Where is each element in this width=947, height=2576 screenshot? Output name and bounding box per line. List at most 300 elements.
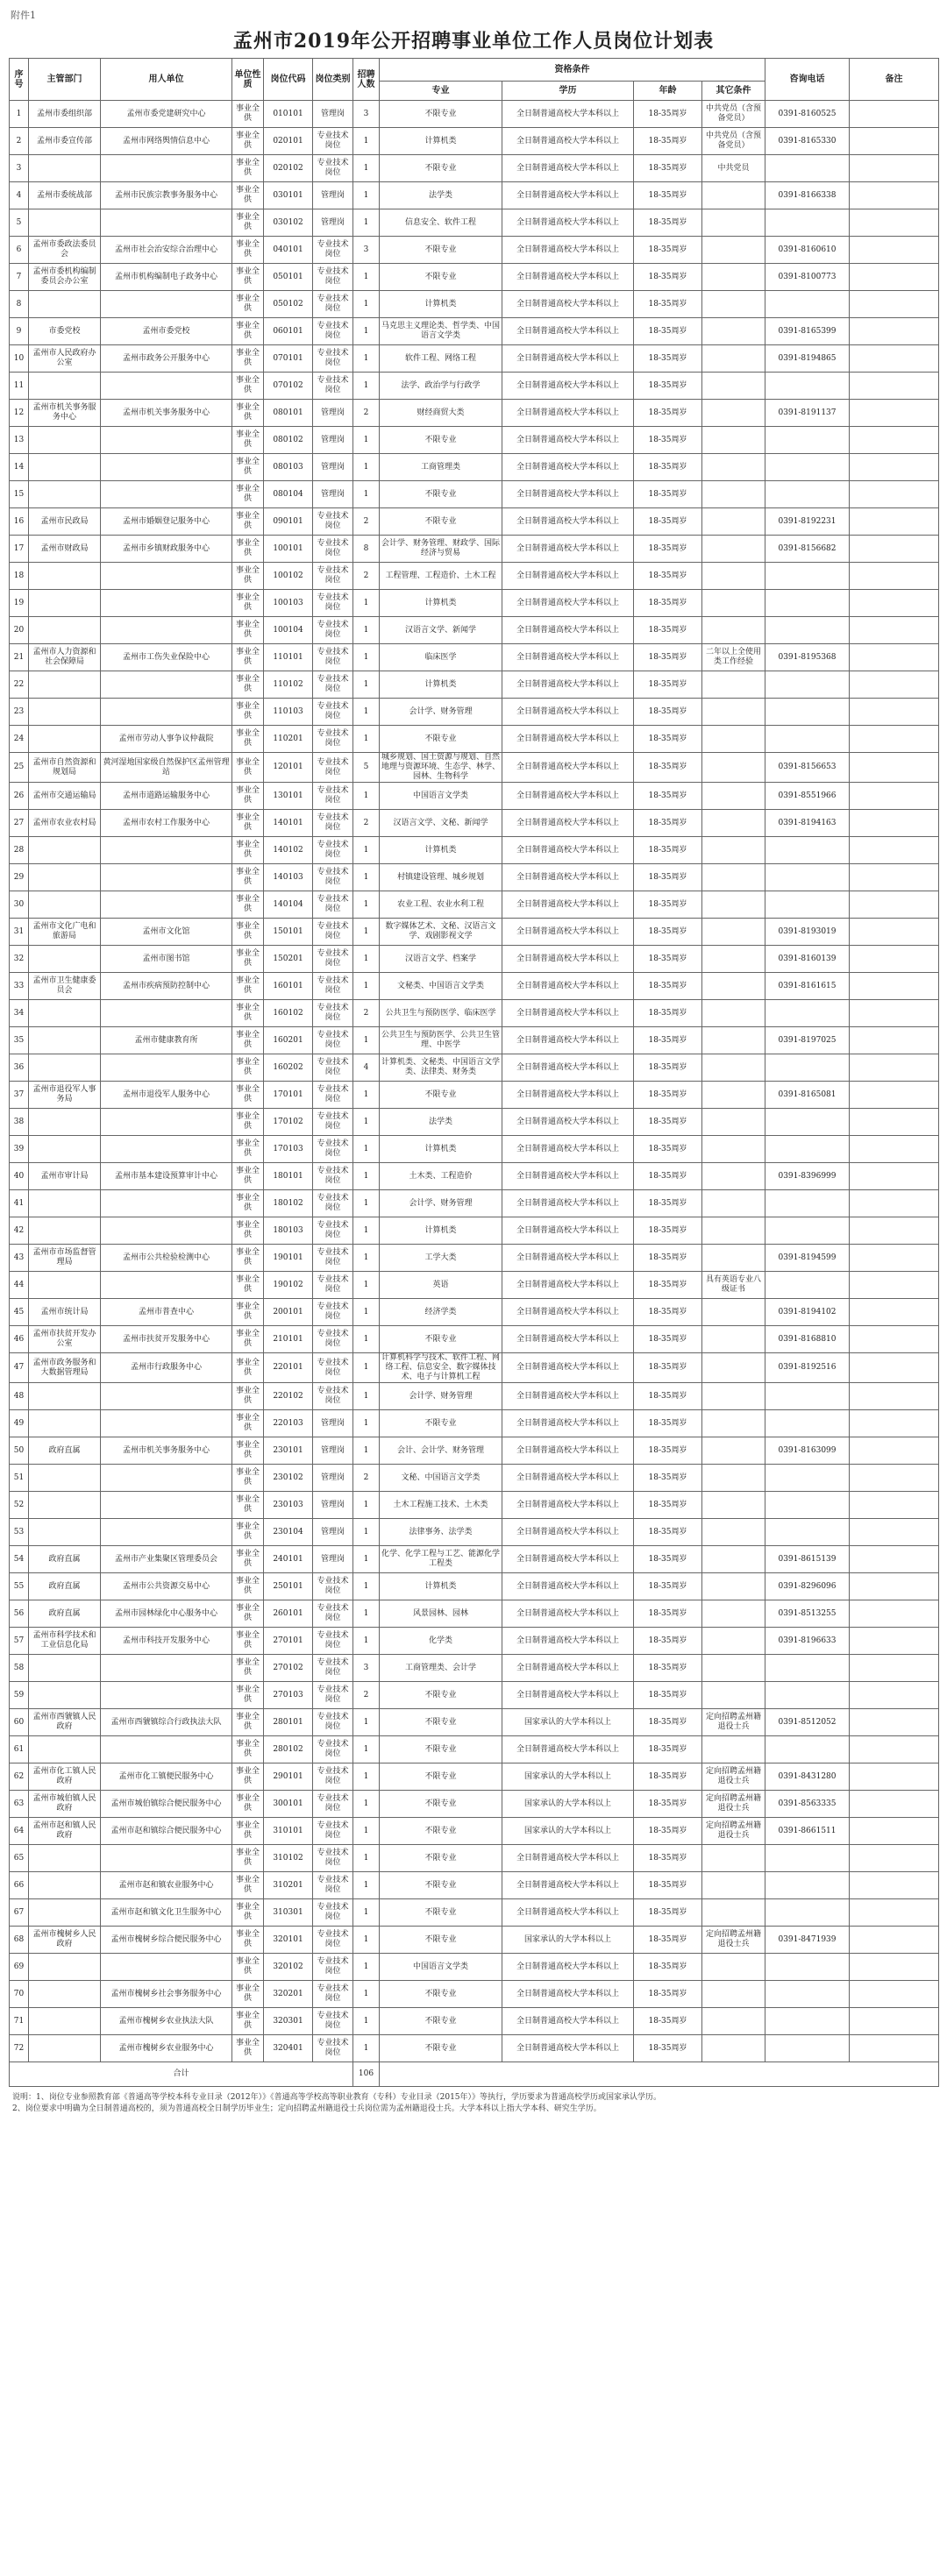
cell-count: 8 — [353, 536, 380, 563]
table-row — [10, 837, 939, 864]
cell-remark — [850, 264, 939, 291]
cell-remark — [850, 1763, 939, 1791]
cell-age: 18-35周岁 — [634, 891, 702, 919]
cell-dept — [29, 2035, 101, 2062]
cell-education: 全日制普通高校大学本科以上 — [502, 644, 634, 671]
cell-dept — [29, 1272, 101, 1299]
cell-age: 18-35周岁 — [634, 1465, 702, 1492]
cell-seq: 5 — [10, 209, 29, 237]
cell-age: 18-35周岁 — [634, 1791, 702, 1818]
cell-code: 050102 — [264, 291, 313, 318]
cell-nature: 事业全供 — [232, 1709, 264, 1736]
cell-age: 18-35周岁 — [634, 617, 702, 644]
cell-remark — [850, 400, 939, 427]
cell-major: 会计学、财务管理 — [380, 1383, 502, 1410]
cell-age: 18-35周岁 — [634, 1109, 702, 1136]
cell-count: 1 — [353, 1845, 380, 1872]
cell-other — [702, 783, 765, 810]
cell-code: 280101 — [264, 1709, 313, 1736]
cell-category: 专业技术岗位 — [313, 508, 353, 536]
cell-education: 全日制普通高校大学本科以上 — [502, 481, 634, 508]
header-major: 专业 — [380, 82, 502, 101]
cell-unit: 孟州市委党校 — [101, 318, 232, 345]
cell-category: 专业技术岗位 — [313, 1383, 353, 1410]
cell-phone: 0391-8513255 — [765, 1600, 850, 1628]
cell-code: 020101 — [264, 128, 313, 155]
cell-category: 专业技术岗位 — [313, 946, 353, 973]
cell-count: 1 — [353, 1136, 380, 1163]
table-row — [10, 973, 939, 1000]
cell-other — [702, 1383, 765, 1410]
cell-dept — [29, 1465, 101, 1492]
cell-education: 全日制普通高校大学本科以上 — [502, 128, 634, 155]
cell-education: 全日制普通高校大学本科以上 — [502, 1272, 634, 1299]
cell-category: 专业技术岗位 — [313, 1818, 353, 1845]
cell-age: 18-35周岁 — [634, 2008, 702, 2035]
cell-count: 1 — [353, 373, 380, 400]
cell-seq: 41 — [10, 1190, 29, 1217]
cell-age: 18-35周岁 — [634, 1763, 702, 1791]
cell-code: 110103 — [264, 699, 313, 726]
cell-seq: 35 — [10, 1027, 29, 1054]
cell-phone — [765, 1492, 850, 1519]
cell-count: 1 — [353, 1954, 380, 1981]
cell-count: 1 — [353, 1519, 380, 1546]
cell-code: 220102 — [264, 1383, 313, 1410]
table-row — [10, 1190, 939, 1217]
cell-education: 全日制普通高校大学本科以上 — [502, 345, 634, 373]
cell-age: 18-35周岁 — [634, 1628, 702, 1655]
cell-code: 040101 — [264, 237, 313, 264]
cell-phone — [765, 1872, 850, 1899]
cell-major: 公共卫生与预防医学、临床医学 — [380, 1000, 502, 1027]
cell-education: 全日制普通高校大学本科以上 — [502, 1217, 634, 1245]
cell-category: 专业技术岗位 — [313, 2008, 353, 2035]
cell-major: 会计学、财务管理 — [380, 1190, 502, 1217]
table-row — [10, 1082, 939, 1109]
table-row — [10, 1546, 939, 1573]
cell-age: 18-35周岁 — [634, 101, 702, 128]
cell-category: 专业技术岗位 — [313, 1109, 353, 1136]
cell-code: 080104 — [264, 481, 313, 508]
cell-remark — [850, 1410, 939, 1437]
cell-other — [702, 373, 765, 400]
cell-unit — [101, 1845, 232, 1872]
cell-dept — [29, 209, 101, 237]
cell-major: 不限专业 — [380, 101, 502, 128]
cell-other: 二年以上全使用类工作经验 — [702, 644, 765, 671]
cell-other — [702, 1872, 765, 1899]
cell-code: 020102 — [264, 155, 313, 182]
cell-dept: 政府直属 — [29, 1546, 101, 1573]
cell-age: 18-35周岁 — [634, 1000, 702, 1027]
cell-phone — [765, 1655, 850, 1682]
table-row — [10, 291, 939, 318]
cell-phone: 0391-8296096 — [765, 1573, 850, 1600]
cell-category: 专业技术岗位 — [313, 1872, 353, 1899]
cell-seq: 58 — [10, 1655, 29, 1682]
cell-education: 全日制普通高校大学本科以上 — [502, 1163, 634, 1190]
cell-phone: 0391-8193019 — [765, 919, 850, 946]
cell-dept: 孟州市民政局 — [29, 508, 101, 536]
table-row — [10, 1655, 939, 1682]
cell-seq: 16 — [10, 508, 29, 536]
table-row — [10, 1682, 939, 1709]
cell-code: 140103 — [264, 864, 313, 891]
cell-dept: 孟州市委政法委员会 — [29, 237, 101, 264]
cell-dept — [29, 291, 101, 318]
cell-seq: 71 — [10, 2008, 29, 2035]
cell-seq: 27 — [10, 810, 29, 837]
table-row — [10, 864, 939, 891]
cell-unit: 孟州市机关事务服务中心 — [101, 1437, 232, 1465]
cell-dept — [29, 563, 101, 590]
table-row — [10, 454, 939, 481]
cell-phone — [765, 291, 850, 318]
cell-count: 1 — [353, 1163, 380, 1190]
cell-category: 专业技术岗位 — [313, 1353, 353, 1383]
cell-major: 不限专业 — [380, 1899, 502, 1927]
cell-nature: 事业全供 — [232, 182, 264, 209]
cell-remark — [850, 1272, 939, 1299]
cell-major: 计算机科学与技术、软件工程、网络工程、信息安全、数字媒体技术、电子与计算机工程 — [380, 1353, 502, 1383]
cell-remark — [850, 1600, 939, 1628]
cell-count: 1 — [353, 1981, 380, 2008]
cell-seq: 12 — [10, 400, 29, 427]
cell-dept: 孟州市农业农村局 — [29, 810, 101, 837]
cell-phone — [765, 1845, 850, 1872]
cell-other — [702, 1190, 765, 1217]
cell-age: 18-35周岁 — [634, 1818, 702, 1845]
cell-age: 18-35周岁 — [634, 1353, 702, 1383]
cell-other: 具有英语专业八级证书 — [702, 1272, 765, 1299]
cell-education: 全日制普通高校大学本科以上 — [502, 1299, 634, 1326]
cell-phone — [765, 1109, 850, 1136]
cell-unit — [101, 1190, 232, 1217]
cell-seq: 30 — [10, 891, 29, 919]
table-row — [10, 726, 939, 753]
cell-phone — [765, 1272, 850, 1299]
cell-dept: 孟州市政务服务和大数据管理局 — [29, 1353, 101, 1383]
cell-category: 专业技术岗位 — [313, 1054, 353, 1082]
cell-unit: 孟州市普查中心 — [101, 1299, 232, 1326]
cell-count: 1 — [353, 644, 380, 671]
cell-remark — [850, 1818, 939, 1845]
cell-phone: 0391-8196633 — [765, 1628, 850, 1655]
cell-nature: 事业全供 — [232, 1027, 264, 1054]
cell-count: 1 — [353, 726, 380, 753]
cell-dept — [29, 1410, 101, 1437]
cell-remark — [850, 454, 939, 481]
cell-major: 不限专业 — [380, 508, 502, 536]
cell-category: 专业技术岗位 — [313, 1000, 353, 1027]
table-row — [10, 563, 939, 590]
cell-education: 全日制普通高校大学本科以上 — [502, 1736, 634, 1763]
cell-other — [702, 810, 765, 837]
notes — [9, 2087, 938, 2115]
cell-other — [702, 1655, 765, 1682]
cell-unit: 孟州市赵和镇综合便民服务中心 — [101, 1818, 232, 1845]
cell-category: 管理岗 — [313, 1519, 353, 1546]
cell-unit: 孟州市槐树乡综合便民服务中心 — [101, 1927, 232, 1954]
cell-seq: 36 — [10, 1054, 29, 1082]
cell-count: 4 — [353, 1054, 380, 1082]
cell-education: 全日制普通高校大学本科以上 — [502, 671, 634, 699]
cell-code: 060101 — [264, 318, 313, 345]
cell-age: 18-35周岁 — [634, 1954, 702, 1981]
cell-other — [702, 1954, 765, 1981]
cell-dept: 市委党校 — [29, 318, 101, 345]
cell-unit: 孟州市疾病预防控制中心 — [101, 973, 232, 1000]
cell-count: 1 — [353, 2035, 380, 2062]
cell-seq: 21 — [10, 644, 29, 671]
cell-remark — [850, 617, 939, 644]
cell-unit: 孟州市科技开发服务中心 — [101, 1628, 232, 1655]
cell-code: 320201 — [264, 1981, 313, 2008]
cell-unit: 孟州市退役军人服务中心 — [101, 1082, 232, 1109]
cell-other — [702, 427, 765, 454]
cell-major: 不限专业 — [380, 155, 502, 182]
cell-remark — [850, 699, 939, 726]
cell-other: 中共党员（含预备党员） — [702, 128, 765, 155]
cell-other — [702, 536, 765, 563]
cell-unit — [101, 155, 232, 182]
cell-major: 不限专业 — [380, 1082, 502, 1109]
cell-category: 专业技术岗位 — [313, 1082, 353, 1109]
cell-count: 1 — [353, 155, 380, 182]
cell-count: 1 — [353, 291, 380, 318]
cell-other — [702, 1437, 765, 1465]
cell-seq: 63 — [10, 1791, 29, 1818]
header-count: 招聘人数 — [353, 59, 380, 101]
cell-seq: 59 — [10, 1682, 29, 1709]
cell-unit — [101, 1736, 232, 1763]
table-row — [10, 1981, 939, 2008]
cell-other — [702, 1682, 765, 1709]
cell-code: 320102 — [264, 1954, 313, 1981]
cell-nature: 事业全供 — [232, 1845, 264, 1872]
cell-seq: 69 — [10, 1954, 29, 1981]
cell-dept — [29, 1736, 101, 1763]
cell-code: 160101 — [264, 973, 313, 1000]
table-row — [10, 1600, 939, 1628]
cell-education: 全日制普通高校大学本科以上 — [502, 1136, 634, 1163]
cell-seq: 55 — [10, 1573, 29, 1600]
cell-remark — [850, 1109, 939, 1136]
cell-other — [702, 1845, 765, 1872]
table-row — [10, 1054, 939, 1082]
cell-seq: 4 — [10, 182, 29, 209]
cell-other — [702, 1600, 765, 1628]
header-seq: 序号 — [10, 59, 29, 101]
cell-code: 300101 — [264, 1791, 313, 1818]
cell-age: 18-35周岁 — [634, 864, 702, 891]
cell-nature: 事业全供 — [232, 1546, 264, 1573]
cell-count: 1 — [353, 1763, 380, 1791]
cell-age: 18-35周岁 — [634, 1736, 702, 1763]
cell-age: 18-35周岁 — [634, 946, 702, 973]
table-row — [10, 1326, 939, 1353]
cell-seq: 46 — [10, 1326, 29, 1353]
cell-count: 1 — [353, 1899, 380, 1927]
cell-category: 专业技术岗位 — [313, 155, 353, 182]
cell-dept — [29, 1217, 101, 1245]
cell-other — [702, 1492, 765, 1519]
cell-age: 18-35周岁 — [634, 155, 702, 182]
cell-other — [702, 345, 765, 373]
cell-unit — [101, 563, 232, 590]
cell-category: 专业技术岗位 — [313, 891, 353, 919]
cell-unit: 孟州市机关事务服务中心 — [101, 400, 232, 427]
cell-other — [702, 864, 765, 891]
cell-phone: 0391-8192516 — [765, 1353, 850, 1383]
cell-count: 1 — [353, 590, 380, 617]
cell-category: 专业技术岗位 — [313, 726, 353, 753]
cell-major: 土木工程施工技术、土木类 — [380, 1492, 502, 1519]
cell-nature: 事业全供 — [232, 1954, 264, 1981]
cell-phone: 0391-8615139 — [765, 1546, 850, 1573]
table-row — [10, 318, 939, 345]
cell-nature: 事业全供 — [232, 155, 264, 182]
cell-phone: 0391-8551966 — [765, 783, 850, 810]
cell-unit — [101, 1136, 232, 1163]
cell-seq: 60 — [10, 1709, 29, 1736]
cell-seq: 53 — [10, 1519, 29, 1546]
cell-seq: 65 — [10, 1845, 29, 1872]
header-nature: 单位性质 — [232, 59, 264, 101]
table-row — [10, 699, 939, 726]
cell-code: 160202 — [264, 1054, 313, 1082]
cell-count: 1 — [353, 1437, 380, 1465]
cell-count: 2 — [353, 810, 380, 837]
cell-seq: 17 — [10, 536, 29, 563]
cell-unit: 孟州市政务公开服务中心 — [101, 345, 232, 373]
cell-age: 18-35周岁 — [634, 345, 702, 373]
cell-dept — [29, 454, 101, 481]
cell-phone — [765, 1736, 850, 1763]
cell-education: 全日制普通高校大学本科以上 — [502, 182, 634, 209]
table-row — [10, 1736, 939, 1763]
cell-code: 310102 — [264, 1845, 313, 1872]
cell-category: 专业技术岗位 — [313, 1190, 353, 1217]
cell-major: 计算机类 — [380, 837, 502, 864]
cell-dept — [29, 891, 101, 919]
cell-category: 专业技术岗位 — [313, 1736, 353, 1763]
cell-category: 管理岗 — [313, 454, 353, 481]
cell-category: 专业技术岗位 — [313, 864, 353, 891]
cell-major: 计算机类 — [380, 128, 502, 155]
cell-age: 18-35周岁 — [634, 1600, 702, 1628]
cell-nature: 事业全供 — [232, 1682, 264, 1709]
cell-other — [702, 1054, 765, 1082]
cell-seq: 67 — [10, 1899, 29, 1927]
cell-dept: 孟州市扶贫开发办公室 — [29, 1326, 101, 1353]
cell-education: 全日制普通高校大学本科以上 — [502, 1353, 634, 1383]
cell-nature: 事业全供 — [232, 671, 264, 699]
cell-other: 定向招聘孟州籍退役士兵 — [702, 1709, 765, 1736]
cell-remark — [850, 1383, 939, 1410]
cell-code: 230103 — [264, 1492, 313, 1519]
cell-education: 国家承认的大学本科以上 — [502, 1791, 634, 1818]
cell-age: 18-35周岁 — [634, 783, 702, 810]
table-row — [10, 155, 939, 182]
cell-major: 计算机类 — [380, 291, 502, 318]
cell-age: 18-35周岁 — [634, 1027, 702, 1054]
cell-major: 汉语言文学、新闻学 — [380, 617, 502, 644]
cell-unit: 孟州市健康教育所 — [101, 1027, 232, 1054]
cell-code: 180101 — [264, 1163, 313, 1190]
cell-age: 18-35周岁 — [634, 1981, 702, 2008]
cell-remark — [850, 671, 939, 699]
attachment-label: 附件1 — [11, 10, 36, 21]
cell-major: 文秘类、中国语言文学类 — [380, 973, 502, 1000]
table-row — [10, 209, 939, 237]
cell-nature: 事业全供 — [232, 1353, 264, 1383]
cell-other — [702, 1899, 765, 1927]
cell-dept: 孟州市审计局 — [29, 1163, 101, 1190]
cell-nature: 事业全供 — [232, 1272, 264, 1299]
cell-dept: 孟州市退役军人事务局 — [29, 1082, 101, 1109]
cell-code: 110101 — [264, 644, 313, 671]
cell-phone — [765, 590, 850, 617]
note-line: 2、岗位要求中明确为全日制普通高校的，须为普通高校全日制学历毕业生；定向招聘孟州籍退役士兵岗位需为孟州籍退役士兵。大学本科以上指大学本科、研究生学历。 — [12, 2104, 602, 2113]
cell-major: 工学大类 — [380, 1245, 502, 1272]
cell-category: 专业技术岗位 — [313, 1981, 353, 2008]
cell-remark — [850, 1465, 939, 1492]
cell-dept: 孟州市市场监督管理局 — [29, 1245, 101, 1272]
cell-phone — [765, 1190, 850, 1217]
table-row — [10, 536, 939, 563]
cell-count: 1 — [353, 1217, 380, 1245]
cell-unit: 孟州市乡镇财政服务中心 — [101, 536, 232, 563]
cell-major: 风景园林、园林 — [380, 1600, 502, 1628]
cell-nature: 事业全供 — [232, 1872, 264, 1899]
cell-age: 18-35周岁 — [634, 837, 702, 864]
cell-count: 1 — [353, 946, 380, 973]
table-row — [10, 1217, 939, 1245]
cell-other — [702, 1163, 765, 1190]
cell-phone: 0391-8160139 — [765, 946, 850, 973]
cell-major: 不限专业 — [380, 427, 502, 454]
cell-major: 不限专业 — [380, 1326, 502, 1353]
cell-age: 18-35周岁 — [634, 1163, 702, 1190]
cell-seq: 47 — [10, 1353, 29, 1383]
cell-age: 18-35周岁 — [634, 1437, 702, 1465]
cell-seq: 10 — [10, 345, 29, 373]
cell-other — [702, 891, 765, 919]
cell-phone: 0391-8161615 — [765, 973, 850, 1000]
cell-code: 080103 — [264, 454, 313, 481]
cell-unit — [101, 864, 232, 891]
cell-other — [702, 1465, 765, 1492]
cell-age: 18-35周岁 — [634, 1655, 702, 1682]
cell-other — [702, 1245, 765, 1272]
cell-phone: 0391-8160525 — [765, 101, 850, 128]
cell-nature: 事业全供 — [232, 590, 264, 617]
cell-major: 不限专业 — [380, 264, 502, 291]
cell-dept — [29, 1981, 101, 2008]
cell-unit: 孟州市赵和镇农业服务中心 — [101, 1872, 232, 1899]
cell-nature: 事业全供 — [232, 264, 264, 291]
cell-nature: 事业全供 — [232, 508, 264, 536]
cell-dept: 政府直属 — [29, 1573, 101, 1600]
cell-dept: 孟州市统计局 — [29, 1299, 101, 1326]
cell-phone: 0391-8197025 — [765, 1027, 850, 1054]
cell-nature: 事业全供 — [232, 128, 264, 155]
cell-other — [702, 1519, 765, 1546]
table-row — [10, 1845, 939, 1872]
cell-code: 270102 — [264, 1655, 313, 1682]
